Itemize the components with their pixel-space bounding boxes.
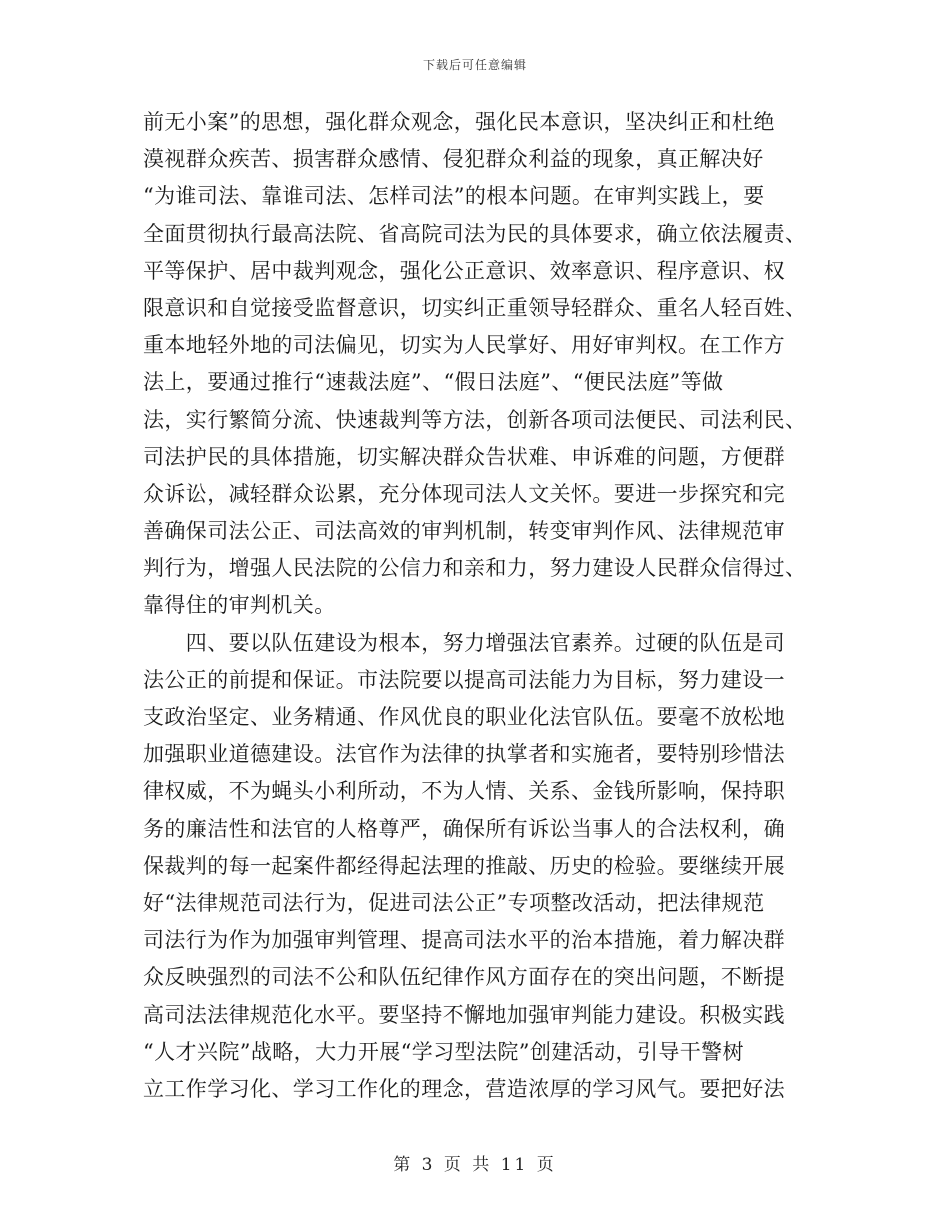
text-line: 保裁判的每一起案件都经得起法理的推敲、历史的检验。要继续开展 <box>143 853 785 878</box>
text-line: 漠视群众疾苦、损害群众感情、侵犯群众利益的现象，真正解决好 <box>143 147 764 172</box>
text-line: 善确保司法公正、司法高效的审判机制，转变审判作风、法律规范审 <box>143 519 785 544</box>
text-line: 平等保护、居中裁判观念，强化公正意识、效率意识、程序意识、权 <box>143 258 785 283</box>
text-line: 判行为，增强人民法院的公信力和亲和力，努力建设人民群众信得过、 <box>143 556 807 581</box>
text-line: 法上，要通过推行“速裁法庭”、“假日法庭”、“便民法庭”等做 <box>143 370 724 395</box>
text-line: 立工作学习化、学习工作化的理念，营造浓厚的学习风气。要把好法 <box>143 1076 785 1101</box>
text-line: 高司法法律规范化水平。要坚持不懈地加强审判能力建设。积极实践 <box>143 1002 785 1027</box>
text-line: 加强职业道德建设。法官作为法律的执掌者和实施者，要特别珍惜法 <box>143 742 785 767</box>
text-line: “为谁司法、靠谁司法、怎样司法”的根本问题。在审判实践上，要 <box>143 184 765 209</box>
text-line: 法，实行繁简分流、快速裁判等方法，创新各项司法便民、司法利民、 <box>143 407 807 432</box>
text-line: “人才兴院”战略，大力开展“学习型法院”创建活动，引导干警树 <box>143 1039 744 1064</box>
text-line: 法公正的前提和保证。市法院要以提高司法能力为目标，努力建设一 <box>143 667 785 692</box>
text-line: 支政治坚定、业务精通、作风优良的职业化法官队伍。要毫不放松地 <box>143 705 785 729</box>
text-line: 全面贯彻执行最高法院、省高院司法为民的具体要求，确立依法履责、 <box>143 221 807 246</box>
text-line: 务的廉洁性和法官的人格尊严，确保所有诉讼当事人的合法权利，确 <box>143 816 785 841</box>
page-header: 下载后可任意编辑 <box>422 58 527 72</box>
page-number-footer: 第 3 页 共 11 页 <box>393 1155 557 1175</box>
text-line: 前无小案”的思想，强化群众观念，强化民本意识，坚决纠正和杜绝 <box>143 110 775 134</box>
text-line: 靠得住的审判机关。 <box>143 593 336 618</box>
text-line: 司法护民的具体措施，切实解决群众告状难、申诉难的问题，方便群 <box>143 444 785 469</box>
text-line: 好“法律规范司法行为，促进司法公正”专项整改活动，把法律规范 <box>143 890 765 915</box>
document-body <box>143 104 807 1108</box>
text-line: 众反映强烈的司法不公和队伍纪律作风方面存在的突出问题，不断提 <box>143 965 785 990</box>
text-line: 众诉讼，减轻群众讼累，充分体现司法人文关怀。要进一步探究和完 <box>143 481 785 506</box>
text-line: 律权威，不为蝇头小利所动，不为人情、关系、金钱所影响，保持职 <box>143 779 785 804</box>
text-line: 重本地轻外地的司法偏见，切实为人民掌好、用好审判权。在工作方 <box>143 333 785 358</box>
paragraph-start-line: 四、要以队伍建设为根本，努力增强法官素养。过硬的队伍是司 <box>143 630 785 655</box>
text-line: 限意识和自觉接受监督意识，切实纠正重领导轻群众、重名人轻百姓、 <box>143 295 807 320</box>
text-line: 司法行为作为加强审判管理、提高司法水平的治本措施，着力解决群 <box>143 928 785 953</box>
